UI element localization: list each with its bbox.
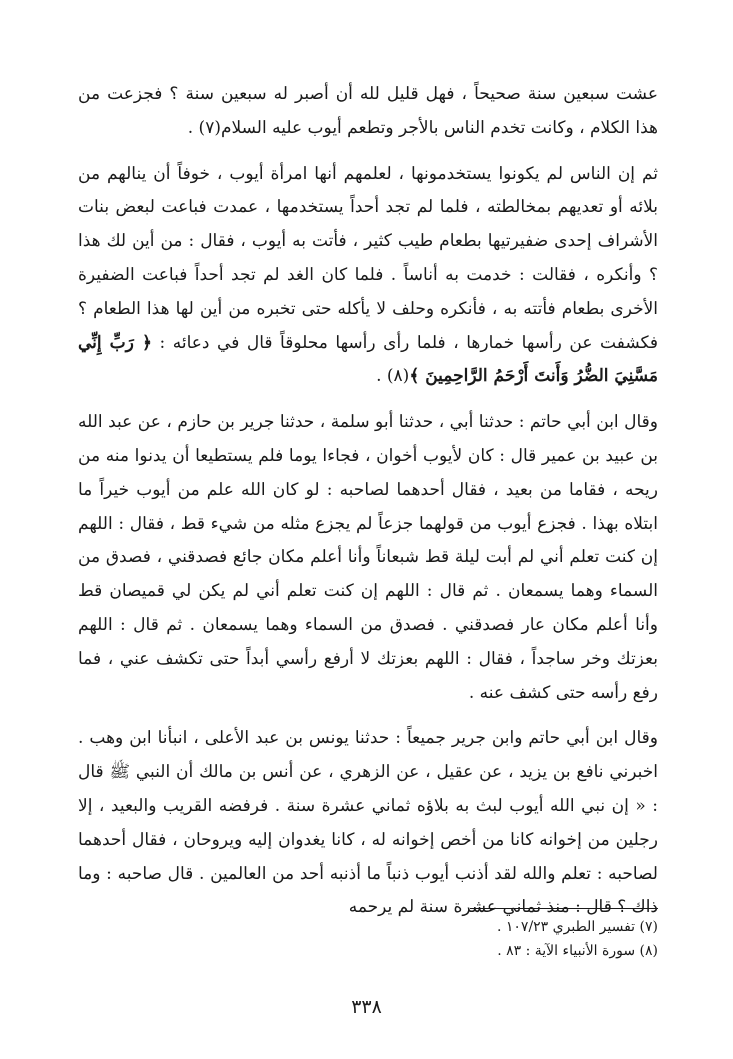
footnote-7: (٧) تفسير الطبري ١٠٧/٢٣ .	[496, 919, 658, 935]
paragraph-2-text: ثم إن الناس لم يكونوا يستخدمونها ، لعلمهم أنها امرأة أيوب ، خوفاً أن ينالهم من بلائه أو تعديهم بمخالطته ، فلما لم تجد أحداً يستخدمها ، عمدت فباعت لبعض بنات الأشراف إحدى ضفيرتيها بطعام طيب كثير ، فأتت به أيوب ، فقال : من أين لك هذا ؟ وأنكره ، فقالت : خدمت به أناساً . فلما كان الغد لم تجد أحداً فباعت الضفيرة الأخرى بطعام فأتته به ، فأنكره وحلف لا يأكله حتى تخبره من أين لها هذا الطعام ؟ فكشفت عن رأسها خمارها ، فلما رأى رأسها محلوقاً قال في دعائه :	[78, 163, 658, 353]
paragraph-3: وقال ابن أبي حاتم : حدثنا أبي ، حدثنا أبو سلمة ، حدثنا جرير بن حازم ، عن عبد الله بن عبيد بن عمير قال : كان لأيوب أخوان ، فجاءا يوما فلم يستطيعا أن يدنوا منه من ريحه ، فقاما من بعيد ، فقال أحدهما لصاحبه : لو كان الله علم من أيوب خيراً ما ابتلاه بهذا . فجزع أيوب من قولهما جزعاً لم يجزع مثله من شيء قط ، فقال : اللهم إن كنت تعلم أني لم أبت ليلة قط شبعاناً وأنا أعلم مكان جائع فصدقني ، فصدق من السماء وهما يسمعان . ثم قال : اللهم إن كنت تعلم أني لم يكن لي قميصان قط وأنا أعلم مكان عار فصدقني . فصدق من السماء وهما يسمعان . ثم قال : اللهم بعزتك وخر ساجداً ، فقال : اللهم بعزتك لا أرفع رأسي أبداً حتى تكشف عني ، فما رفع رأسه حتى كشف عنه .	[78, 412, 658, 703]
page-body	[78, 78, 658, 925]
page-number: ٣٣٨	[351, 996, 382, 1018]
footnote-8: (٨) سورة الأنبياء الآية : ٨٣ .	[497, 943, 658, 959]
quran-verse: ﴿ رَبِّ إِنِّي مَسَّنِيَ الضُّرُ وَأَنتَ أَرْحَمُ الرَّاحِمِينَ ﴾	[78, 332, 658, 387]
footnote-ref-8: (٨) .	[376, 366, 410, 387]
paragraph-4: وقال ابن أبي حاتم وابن جرير جميعاً : حدثنا يونس بن عبد الأعلى ، انبأنا ابن وهب . اخبرني نافع بن يزيد ، عن عقيل ، عن الزهري ، عن أنس بن مالك أن النبي ﷺ قال : « إن نبي الله أيوب لبث به بلاؤه ثماني عشرة سنة . فرفضه القريب والبعيد ، إلا رجلين من إخوانه كانا من أخص إخوانه له ، كانا يغدوان إليه ويروحان ، فقال أحدهما لصاحبه : تعلم والله لقد أذنب أيوب ذنباً ما أذنبه أحد من العالمين . قال صاحبه : وما ذاك ؟ قال : منذ ثماني عشرة سنة لم يرحمه	[78, 728, 658, 918]
paragraph-1: عشت سبعين سنة صحيحاً ، فهل قليل لله أن أصبر له سبعين سنة ؟ فجزعت من هذا الكلام ، وكانت تخدم الناس بالأجر وتطعم أيوب عليه السلام(٧) .	[78, 84, 658, 138]
paragraph-2	[78, 158, 658, 395]
footnote-divider	[470, 908, 658, 909]
footnotes	[78, 908, 658, 963]
